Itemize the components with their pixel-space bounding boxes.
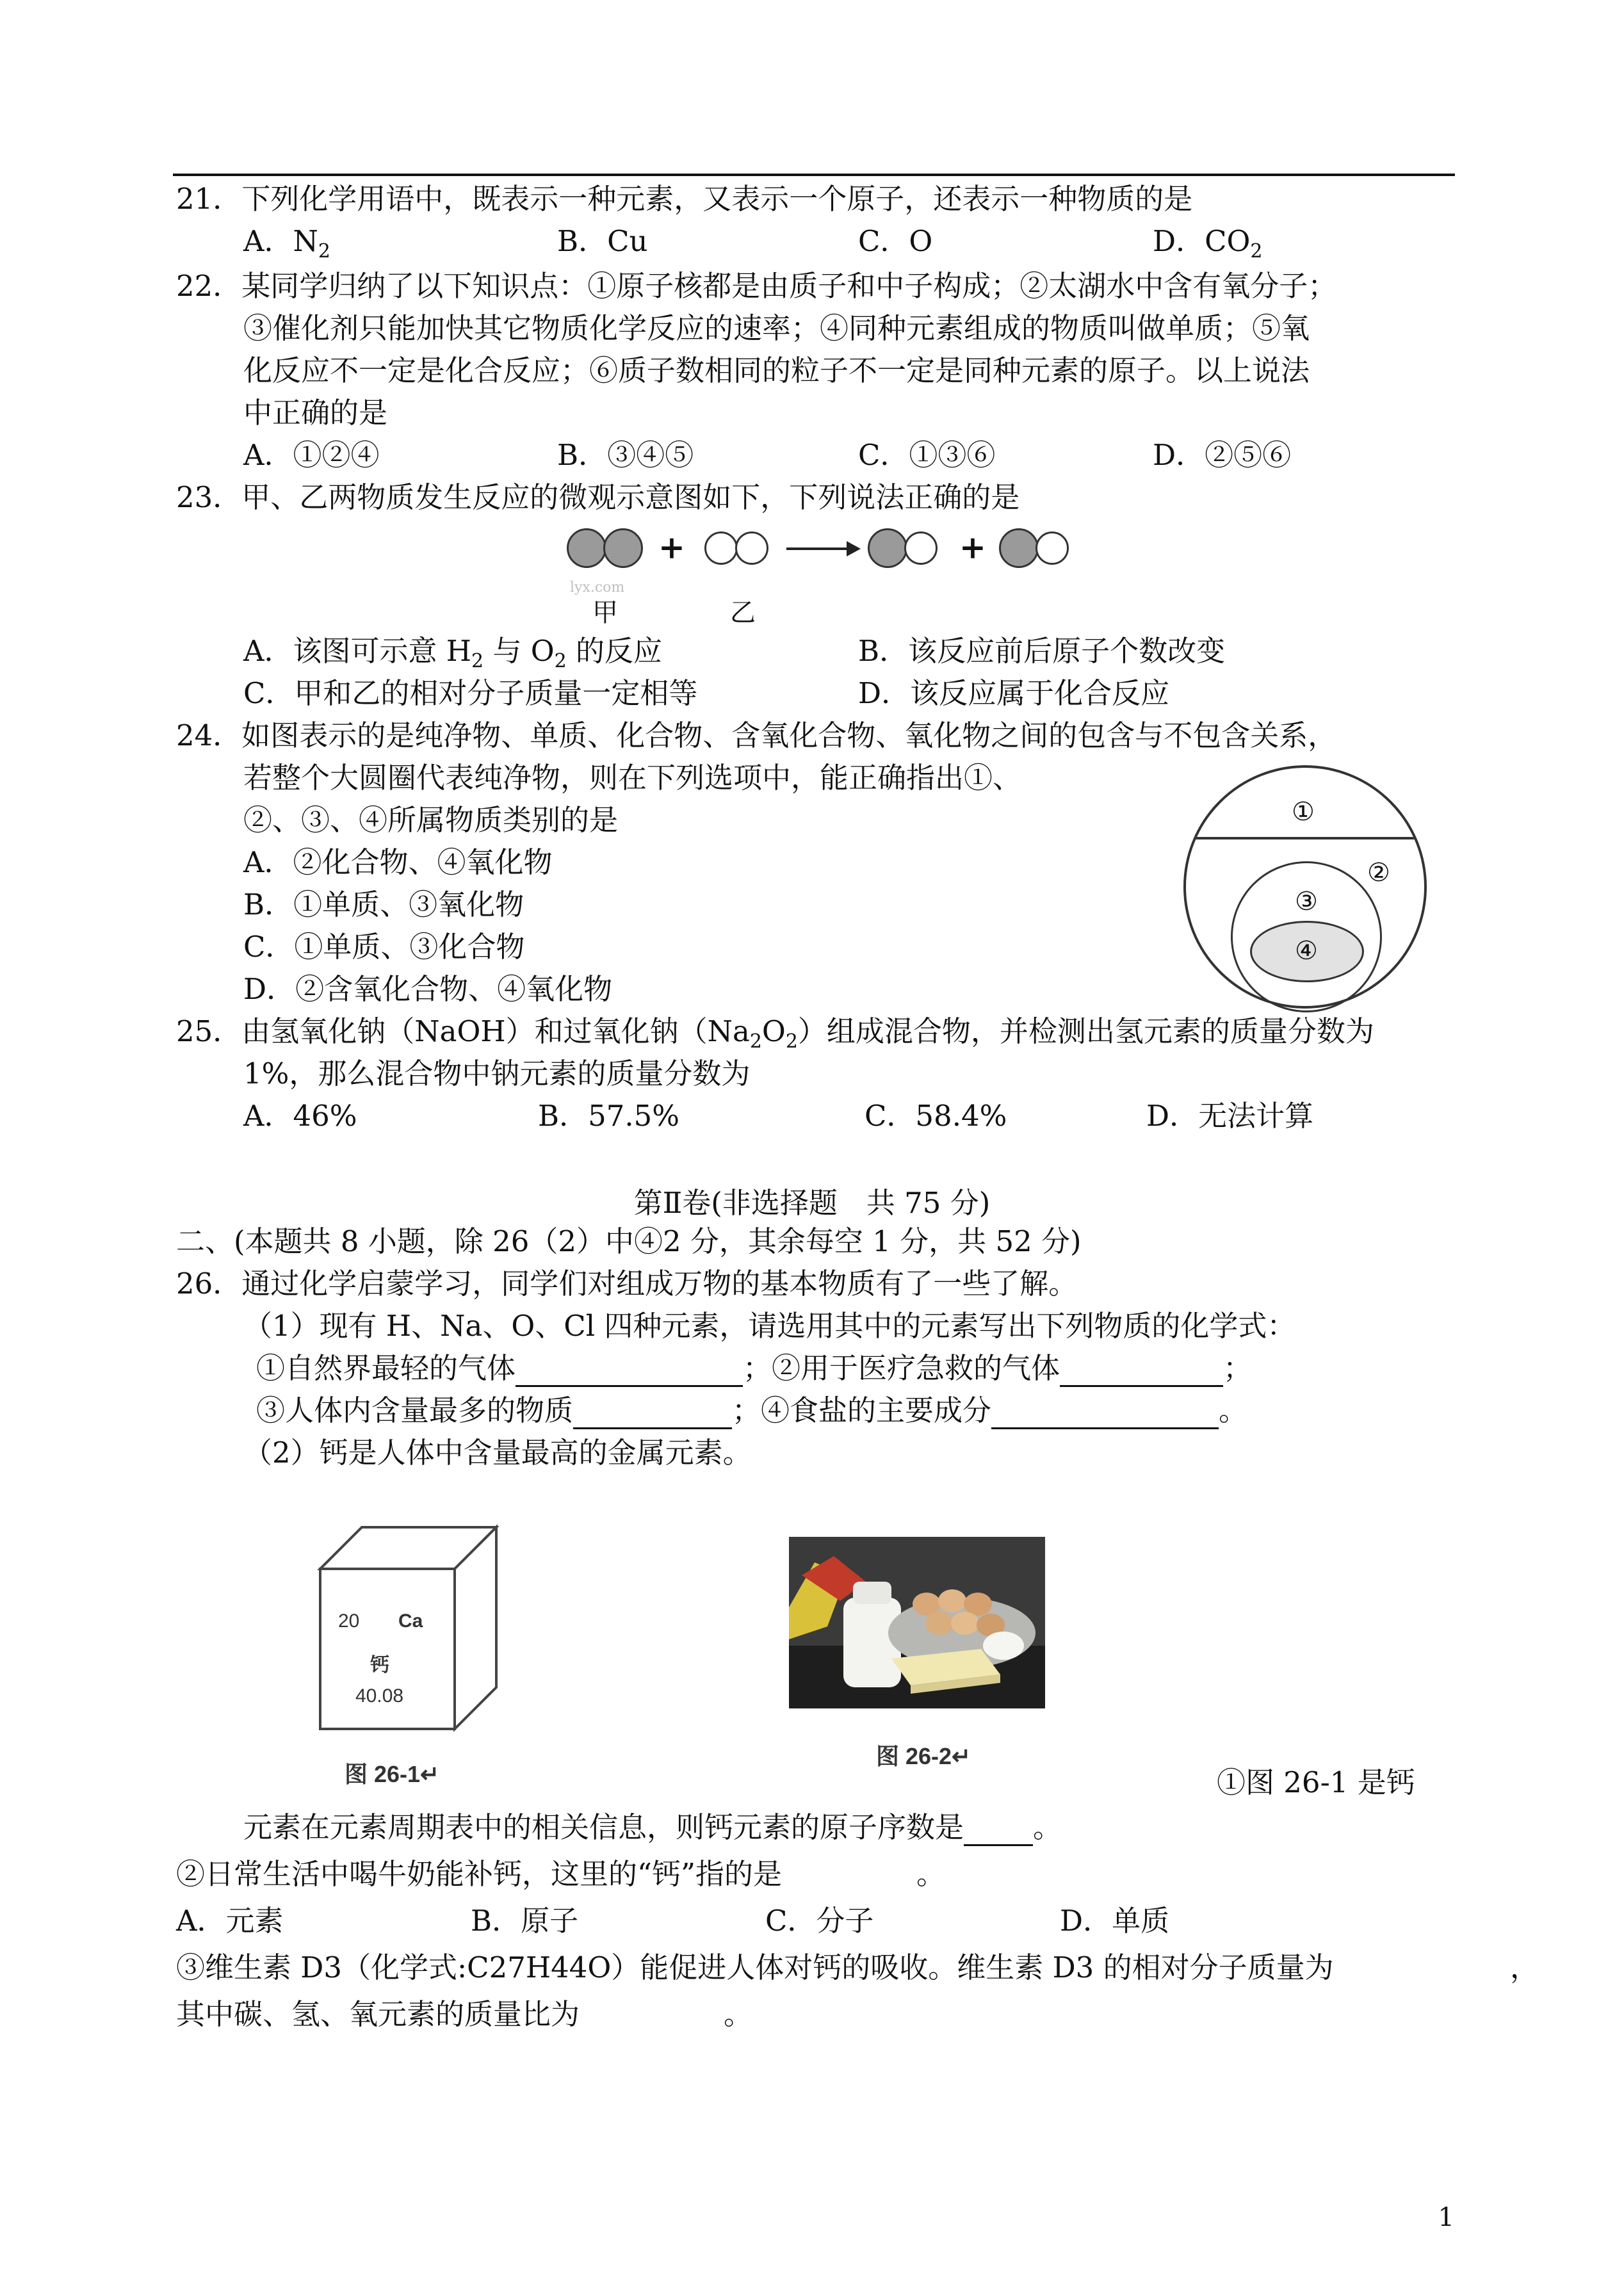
answer-blank-medical-gas[interactable] <box>1060 1357 1223 1387</box>
molecule-atom-white <box>735 531 768 565</box>
q26-sub-3-end: ， <box>1510 1950 1539 1984</box>
q21-option-a: A．$N_2$ <box>243 224 330 263</box>
q26-sub-1-start: ①图 26-1 是钙 <box>1217 1765 1415 1799</box>
label-yi: 乙 <box>730 598 756 628</box>
label-jia: 甲 <box>592 598 618 628</box>
q24-option-c: C．①单质、③化合物 <box>243 930 525 964</box>
answer-blank-salt-component[interactable] <box>991 1399 1219 1429</box>
molecule-atom-white <box>1035 531 1069 565</box>
q26-sub-2-option-d: D．单质 <box>1060 1904 1170 1938</box>
q25-option-c: C．58.4% <box>865 1099 1007 1133</box>
header-rule <box>173 174 1455 176</box>
q26-part-2: （2）钙是人体中含量最高的金属元素。 <box>243 1436 752 1470</box>
q23-option-b: B．该反应前后原子个数改变 <box>858 634 1226 668</box>
dairy-food-image <box>789 1537 1045 1708</box>
q26-part-1: （1）现有 H、Na、O、Cl 四种元素，请选用其中的元素写出下列物质的化学式： <box>243 1309 1296 1343</box>
q24-option-a: A．②化合物、④氧化物 <box>243 845 553 879</box>
molecule-atom-gray <box>999 528 1039 568</box>
q21-option-c: C．O <box>858 224 933 258</box>
q23-option-c: C．甲和乙的相对分子质量一定相等 <box>243 676 698 710</box>
answer-blank-body-substance[interactable] <box>573 1399 732 1429</box>
card-atomic-mass: 40.08 <box>355 1685 404 1707</box>
q26-sub-3-line-2: 其中碳、氢、氧元素的质量比为 。 <box>176 1997 753 2031</box>
q22-option-a: A．①②④ <box>243 438 380 472</box>
q22-line-1: 22．某同学归纳了以下知识点：①原子核都是由质子和中子构成；②太湖水中含有氧分子； <box>176 269 1337 303</box>
molecule-atom-gray <box>868 528 907 568</box>
region-1-label: ① <box>1292 797 1315 827</box>
q21-stem: 21．下列化学用语中，既表示一种元素，又表示一个原子，还表示一种物质的是 <box>176 182 1193 216</box>
q24-option-b: B．①单质、③氧化物 <box>243 888 524 921</box>
card-element-name: 钙 <box>370 1655 389 1676</box>
plus-sign-icon: + <box>658 528 685 566</box>
region-2-label: ② <box>1367 858 1390 888</box>
q26-part-1-row-1: ①自然界最轻的气体 ；②用于医疗急救的气体 ； <box>256 1350 1252 1387</box>
q23-stem: 23．甲、乙两物质发生反应的微观示意图如下，下列说法正确的是 <box>176 480 1020 514</box>
watermark: lyx.com <box>570 580 625 596</box>
section-instructions: 二、(本题共 8 小题，除 26（2）中④2 分，其余每空 1 分，共 52 分) <box>176 1224 1082 1258</box>
q22-option-c: C．①③⑥ <box>858 438 996 472</box>
q25-line-1: 25．由氢氧化钠（NaOH）和过氧化钠$(Na_2O_2)$组成混合物，并检测出氢元素的质量分数为 <box>176 1014 1374 1053</box>
molecule-atom-gray <box>567 528 606 568</box>
reaction-arrow-icon <box>786 547 857 550</box>
q22-line-3: 化反应不一定是化合反应；⑥质子数相同的粒子不一定是同种元素的原子。以上说法 <box>243 353 1310 387</box>
q26-sub-3: ③维生素 D3（化学式:C27H44O）能促进人体对钙的吸收。维生素 D3 的相对分子质量为 <box>176 1950 1334 1984</box>
figure-26-1-caption: 图 26-1↵ <box>345 1761 440 1787</box>
q25-option-b: B．57.5% <box>538 1099 680 1133</box>
q26-part-1-row-2: ③人体内含量最多的物质 ；④食盐的主要成分 。 <box>256 1392 1247 1429</box>
q22-option-d: D．②⑤⑥ <box>1153 438 1292 472</box>
q25-option-a: A．46% <box>243 1099 357 1133</box>
q25-option-d: D．无法计算 <box>1146 1099 1314 1133</box>
page-number: 1 <box>1438 2203 1454 2232</box>
q24-line-3: ②、③、④所属物质类别的是 <box>243 803 619 837</box>
q23-option-d: D．该反应属于化合反应 <box>858 676 1170 710</box>
region-4-label: ④ <box>1295 936 1318 966</box>
molecule-atom-white <box>704 531 738 565</box>
q26-sub-2-option-a: A．元素 <box>176 1904 284 1938</box>
q24-option-d: D．②含氧化合物、④氧化物 <box>243 972 613 1006</box>
plus-sign-icon: + <box>959 528 986 566</box>
q26-sub-2-option-c: C．分子 <box>765 1904 874 1938</box>
region-3-label: ③ <box>1295 887 1318 916</box>
q23-option-a: A．该图可示意 $H_2$ 与 $O_2$ 的反应 <box>243 634 663 672</box>
q22-line-2: ③催化剂只能加快其它物质化学反应的速率；④同种元素组成的物质叫做单质；⑤氧 <box>243 311 1310 345</box>
answer-blank-lightest-gas[interactable] <box>516 1357 743 1387</box>
answer-blank-atomic-number[interactable] <box>964 1816 1033 1846</box>
q22-option-b: B．③④⑤ <box>557 438 694 472</box>
q21-option-b: B．Cu <box>557 224 648 258</box>
section-title: 第Ⅱ卷(非选择题 共 75 分) <box>633 1186 991 1220</box>
figure-26-2-caption: 图 26-2↵ <box>876 1743 971 1769</box>
card-atomic-number: 20 <box>338 1610 360 1632</box>
q25-line-2: 1%，那么混合物中钠元素的质量分数为 <box>243 1057 751 1091</box>
q26-sub-2: ②日常生活中喝牛奶能补钙，这里的“钙”指的是 。 <box>176 1857 946 1891</box>
q21-option-d: D．$CO_2$ <box>1153 224 1263 263</box>
q26-stem: 26．通过化学启蒙学习，同学们对组成万物的基本物质有了一些了解。 <box>176 1267 1078 1301</box>
molecule-atom-white <box>904 531 938 565</box>
q24-line-2: 若整个大圆圈代表纯净物，则在下列选项中，能正确指出①、 <box>243 761 1022 795</box>
q26-sub-1: 元素在元素周期表中的相关信息，则钙元素的原子序数是 。 <box>243 1809 1062 1846</box>
divider-line <box>1186 837 1424 839</box>
molecule-atom-gray <box>603 528 643 568</box>
card-symbol: Ca <box>398 1610 423 1632</box>
q24-line-1: 24．如图表示的是纯净物、单质、化合物、含氧化合物、氧化物之间的包含与不包含关系， <box>176 718 1337 752</box>
q22-line-4: 中正确的是 <box>243 396 388 430</box>
q26-sub-2-option-b: B．原子 <box>471 1904 579 1938</box>
